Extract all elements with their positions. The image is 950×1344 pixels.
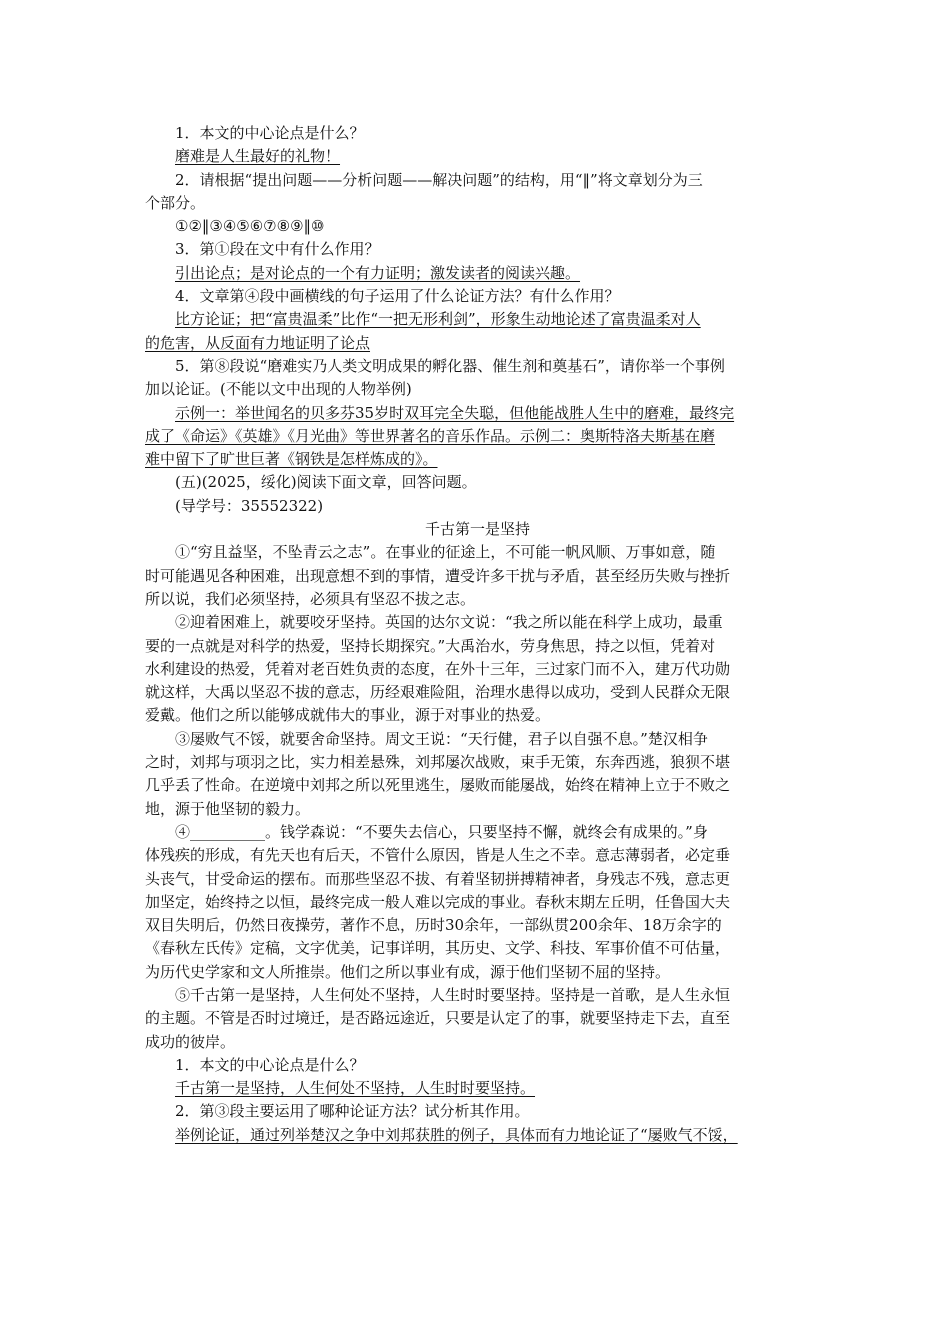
text-line [145,844,810,867]
text-line [145,541,810,564]
text-line [145,728,810,751]
text-line [145,961,810,984]
text-line [145,192,810,215]
answer-line [145,1077,810,1100]
text-line [145,937,810,960]
text-line [145,565,810,588]
answer-line [145,1124,810,1147]
line-text: 水利建设的热爱，凭着对老百姓负责的态度，在外十三年，三过家门而不入，建万代功勋 [145,659,731,678]
line-text: 爱戴。他们之所以能够成就伟大的事业，源于对事业的热爱。 [145,706,551,725]
line-text: 《春秋左氏传》定稿，文字优美，记事详明，其历史、文学、科技、军事价值不可估量， [145,939,731,958]
answer-line [145,448,810,471]
answer-line [145,262,810,285]
line-text: 举例论证，通过列举楚汉之争中刘邦获胜的例子，具体而有力地论证了“屡败气不馁， [175,1125,738,1144]
line-text: 的主题。不管是否时过境迁，是否路远途近，只要是认定了的事，就要坚持走下去，直至 [145,1009,731,1028]
text-line [145,471,810,494]
text-line [145,122,810,145]
line-text: 加坚定，始终持之以恒，最终完成一般人难以完成的事业。春秋末期左丘明，任鲁国大夫 [145,892,731,911]
text-line [145,798,810,821]
line-text: 为历代史学家和文人所推崇。他们之所以事业有成，源于他们坚韧不屈的坚持。 [145,962,671,981]
text-line [145,751,810,774]
line-text: 要的一点就是对科学的热爱，坚持长期探究。”大禹治水，劳身焦思，持之以恒，凭着对 [145,636,716,655]
line-text: 之时，刘邦与项羽之比，实力相差悬殊，刘邦屡次战败，束手无策，东奔西逃，狼狈不堪 [145,753,731,772]
answer-line [145,402,810,425]
line-text: ④__________。钱学森说：“不要失去信心，只要坚持不懈，就终会有成果的。”身 [175,822,708,841]
text-line [145,984,810,1007]
answer-line [145,308,810,331]
answer-line [145,332,810,355]
line-text: ①“穷且益坚，不坠青云之志”。在事业的征途上，不可能一帆风顺、万事如意，随 [175,543,716,562]
text-line [145,821,810,844]
text-line [145,495,810,518]
text-line [145,1007,810,1030]
line-text: 1．本文的中心论点是什么？ [175,1055,365,1074]
line-text: 千古第一是坚持 [424,520,530,539]
line-text: 个部分。 [145,193,206,212]
line-text: 加以论证。(不能以文中出现的人物举例) [145,380,412,399]
line-text: (五)(2025，绥化)阅读下面文章，回答问题。 [175,473,477,492]
line-text: 双目失明后，仍然日夜操劳，著作不息，历时30余年，一部纵贯200余年、18万余字的 [145,916,722,935]
line-text: 示例一：举世闻名的贝多芬35岁时双耳完全失聪，但他能战胜人生中的磨难，最终完 [175,403,735,422]
line-text: 磨难是人生最好的礼物！ [175,147,341,166]
text-line [145,914,810,937]
text-line [145,285,810,308]
text-line [145,1054,810,1077]
line-text: 2．第③段主要运用了哪种论证方法？试分析其作用。 [175,1102,530,1121]
text-line [145,215,810,238]
document-page [145,122,810,1147]
line-text: 比方论证；把“富贵温柔”比作“一把无形利剑”，形象生动地论述了富贵温柔对人 [175,310,701,329]
line-text: 时可能遇见各种困难，出现意想不到的事情，遭受许多干扰与矛盾，甚至经历失败与挫折 [145,566,731,585]
text-line [145,611,810,634]
line-text: ③屡败气不馁，就要舍命坚持。周文王说：“天行健，君子以自强不息。”楚汉相争 [175,729,708,748]
text-line [145,891,810,914]
line-text: 成功的彼岸。 [145,1032,236,1051]
line-text: 千古第一是坚持，人生何处不坚持，人生时时要坚持。 [175,1079,536,1098]
text-line [145,868,810,891]
line-text: 头丧气，甘受命运的摆布。而那些坚忍不拔、有着坚韧拼搏精神者，身残志不残，意志更 [145,869,731,888]
line-text: 难中留下了旷世巨著《钢铁是怎样炼成的》。 [145,450,438,469]
line-text: 5．第⑧段说“磨难实乃人类文明成果的孵化器、催生剂和奠基石”，请你举一个事例 [175,356,725,375]
text-line [145,1100,810,1123]
line-text: 地，源于他坚韧的毅力。 [145,799,311,818]
line-text: 1．本文的中心论点是什么？ [175,124,365,142]
line-text: 引出论点；是对论点的一个有力证明；激发读者的阅读兴趣。 [175,263,581,282]
text-line [145,658,810,681]
answer-line [145,425,810,448]
line-text: ⑤千古第一是坚持，人生何处不坚持，人生时时要坚持。坚持是一首歌，是人生永恒 [175,985,731,1004]
line-text: ①②‖③④⑤⑥⑦⑧⑨‖⑩ [175,217,325,236]
text-line [145,169,810,192]
text-line [145,238,810,261]
text-line [145,378,810,401]
line-text: 的危害，从反面有力地证明了论点 [145,333,371,352]
line-text: (导学号：35552322) [175,496,324,515]
line-text: 体残疾的形成，有先天也有后天，不管什么原因，皆是人生之不幸。意志薄弱者，必定垂 [145,846,731,865]
line-text: ②迎着困难上，就要咬牙坚持。英国的达尔文说：“我之所以能在科学上成功，最重 [175,613,723,632]
text-line [145,635,810,658]
line-text: 成了《命运》《英雄》《月光曲》等世界著名的音乐作品。示例二：奥斯特洛夫斯基在磨 [145,426,716,445]
article-title [145,518,810,541]
line-text: 几乎丢了性命。在逆境中刘邦之所以死里逃生，屡败而能屡战，始终在精神上立于不败之 [145,776,731,795]
line-text: 3．第①段在文中有什么作用？ [175,240,380,259]
text-line [145,774,810,797]
text-line [145,355,810,378]
answer-line [145,145,810,168]
line-text: 就这样，大禹以坚忍不拔的意志，历经艰难险阻，治理水患得以成功，受到人民群众无限 [145,683,731,702]
text-line [145,1031,810,1054]
text-line [145,681,810,704]
line-text: 所以说，我们必须坚持，必须具有坚忍不拔之志。 [145,589,476,608]
text-line [145,588,810,611]
line-text: 4．文章第④段中画横线的句子运用了什么论证方法？有什么作用？ [175,287,620,306]
line-text: 2．请根据“提出问题——分析问题——解决问题”的结构，用“‖”将文章划分为三 [175,170,703,189]
text-line [145,704,810,727]
